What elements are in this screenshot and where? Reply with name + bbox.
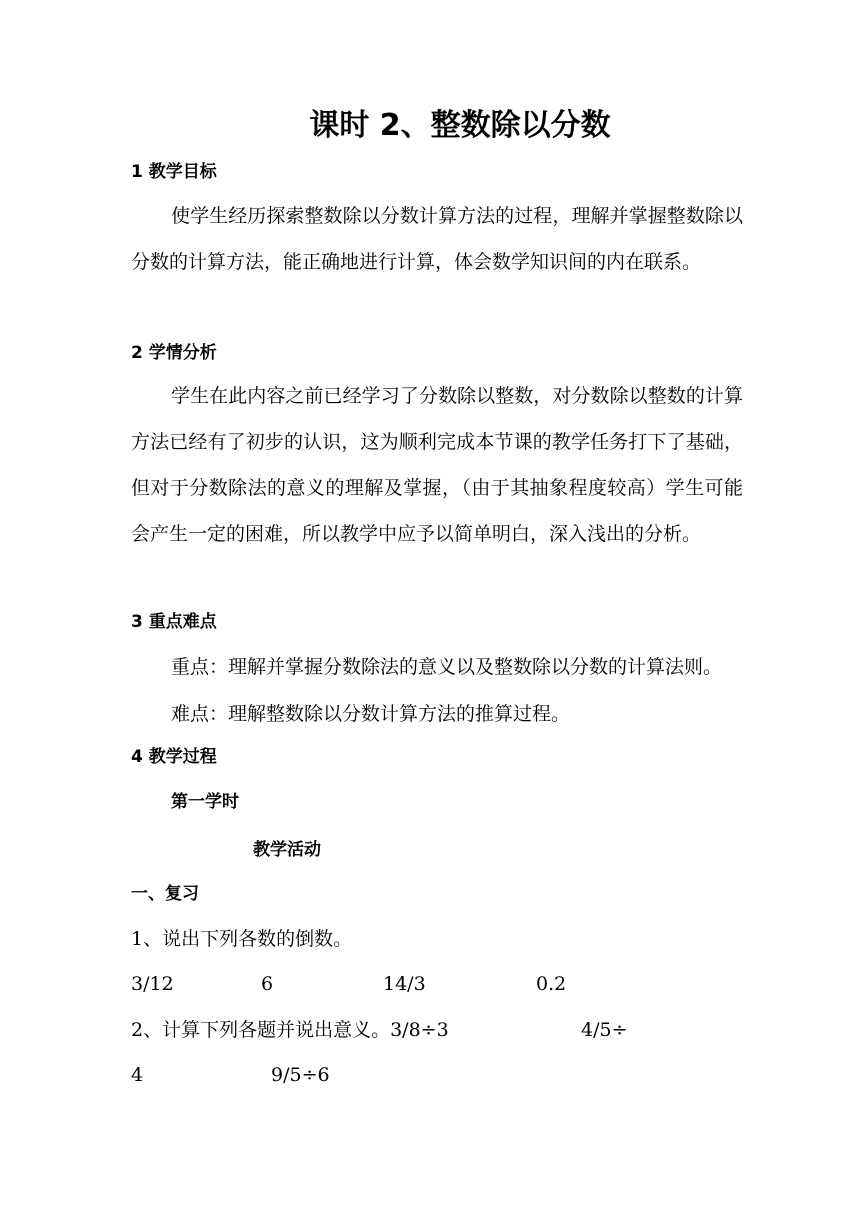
question-2-expression-c: 9/5÷6 bbox=[271, 1064, 330, 1086]
section-heading-key-points: 3 重点难点 bbox=[131, 612, 217, 632]
question-1: 1、说出下列各数的倒数。 bbox=[131, 928, 353, 950]
difficulty-line: 难点：理解整数除以分数计算方法的推算过程。 bbox=[171, 703, 571, 725]
list-item: 0.2 bbox=[536, 973, 567, 995]
activity-label: 教学活动 bbox=[253, 840, 321, 860]
section-heading-analysis: 2 学情分析 bbox=[131, 343, 217, 363]
section-heading-objectives: 1 教学目标 bbox=[131, 162, 217, 182]
key-point-line: 重点：理解并掌握分数除法的意义以及整数除以分数的计算法则。 bbox=[171, 656, 723, 678]
objectives-paragraph: 使学生经历探索整数除以分数计算方法的过程，理解并掌握整数除以分数的计算方法，能正确地进行计算，体会数学知识间的内在联系。 bbox=[131, 205, 743, 273]
question-2: 2、计算下列各题并说出意义。3/8÷3 bbox=[131, 1019, 449, 1041]
list-item: 3/12 bbox=[131, 973, 174, 995]
list-item: 6 bbox=[261, 973, 274, 995]
list-item: 14/3 bbox=[383, 973, 426, 995]
question-2-expression-b: 4/5÷ bbox=[581, 1019, 628, 1041]
review-part-label: 一、复习 bbox=[131, 884, 199, 904]
section-heading-process: 4 教学过程 bbox=[131, 747, 217, 767]
question-2-expression-b-divisor: 4 bbox=[131, 1064, 144, 1086]
analysis-paragraph: 学生在此内容之前已经学习了分数除以整数，对分数除以整数的计算方法已经有了初步的认识，这为顺利完成本节课的教学任务打下了基础，但对于分数除法的意义的理解及掌握，（由于其抽象程度较高）学生可能会产生一定的困难，所以教学中应予以简单明白，深入浅出的分析。 bbox=[131, 385, 743, 545]
lesson-label: 第一学时 bbox=[171, 792, 239, 812]
document-title: 课时 2、整数除以分数 bbox=[309, 108, 611, 143]
